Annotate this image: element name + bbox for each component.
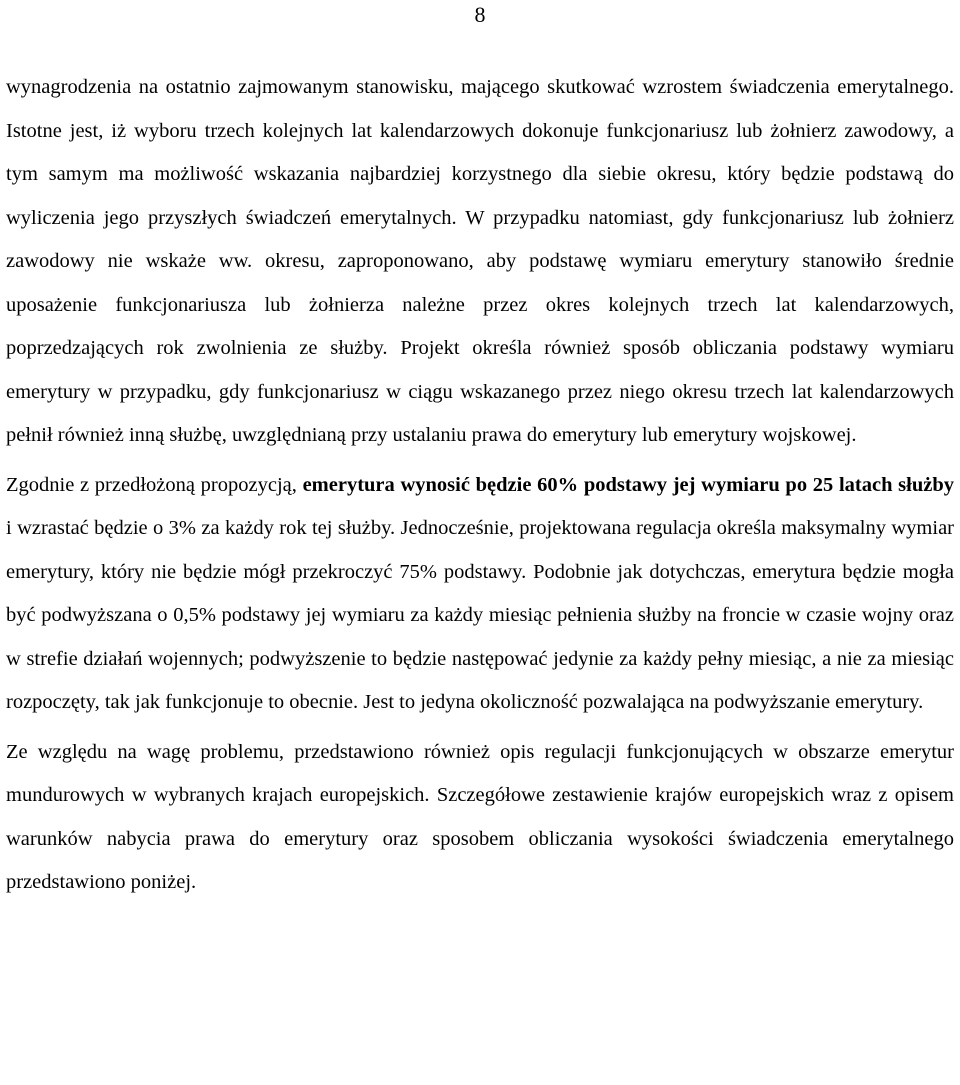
paragraph-3: Ze względu na wagę problemu, przedstawiono również opis regulacji funkcjonujących w obszarze emerytur mundurowych w wybranych krajach europejskich. Szczegółowe zestawienie krajów europejskich wraz z opisem warunków nabycia prawa do emerytury oraz sposobem obliczania wysokości świadczenia emerytalnego przedstawiono poniżej. — [6, 740, 954, 893]
paragraph-2-rest-text: i wzrastać będzie o 3% za każdy rok tej służby. Jednocześnie, projektowana regulacja określa maksymalny wymiar emerytury, który nie będzie mógł przekroczyć 75% podstawy. Podobnie jak dotychczas, emerytura będzie mogła być podwyższana o 0,5% podstawy jej wymiaru za każdy miesiąc pełnienia służby na froncie w czasie wojny oraz w strefie działań wojennych; podwyższenie to będzie następować jedynie za każdy pełny miesiąc, a nie za miesiąc rozpoczęty, tak jak funkcjonuje to obecnie. Jest to jedyna okoliczność pozwalająca na podwyższanie emerytury. — [6, 517, 954, 713]
page-number: 8 — [474, 2, 486, 27]
paragraph-2-bold-text: emerytura wynosić będzie 60% podstawy jej wymiaru po 25 latach służby — [302, 473, 955, 496]
paragraph-1: wynagrodzenia na ostatnio zajmowanym stanowisku, mającego skutkować wzrostem świadczenia emerytalnego. Istotne jest, iż wyboru trzech kolejnych lat kalendarzowych dokonuje funkcjonariusz lub żołnierz zawodowy, a tym samym ma możliwość wskazania najbardziej korzystnego dla siebie okresu, który będzie podstawą do wyliczenia jego przyszłych świadczeń emerytalnych. W przypadku natomiast, gdy funkcjonariusz lub żołnierz zawodowy nie wskaże ww. okresu, zaproponowano, aby podstawę wymiaru emerytury stanowiło średnie uposażenie funkcjonariusza lub żołnierza należne przez okres kolejnych trzech lat kalendarzowych, poprzedzających rok zwolnienia ze służby. Projekt określa również sposób obliczania podstawy wymiaru emerytury w przypadku, gdy funkcjonariusz w ciągu wskazanego przez niego okresu trzech lat kalendarzowych pełnił również inną służbę, uwzględnianą przy ustalaniu prawa do emerytury lub emerytury wojskowej. — [6, 76, 954, 446]
paragraph-2 — [6, 464, 954, 725]
document-body — [6, 66, 954, 905]
paragraph-2-lead-text: Zgodnie z przedłożoną propozycją, — [6, 473, 303, 496]
